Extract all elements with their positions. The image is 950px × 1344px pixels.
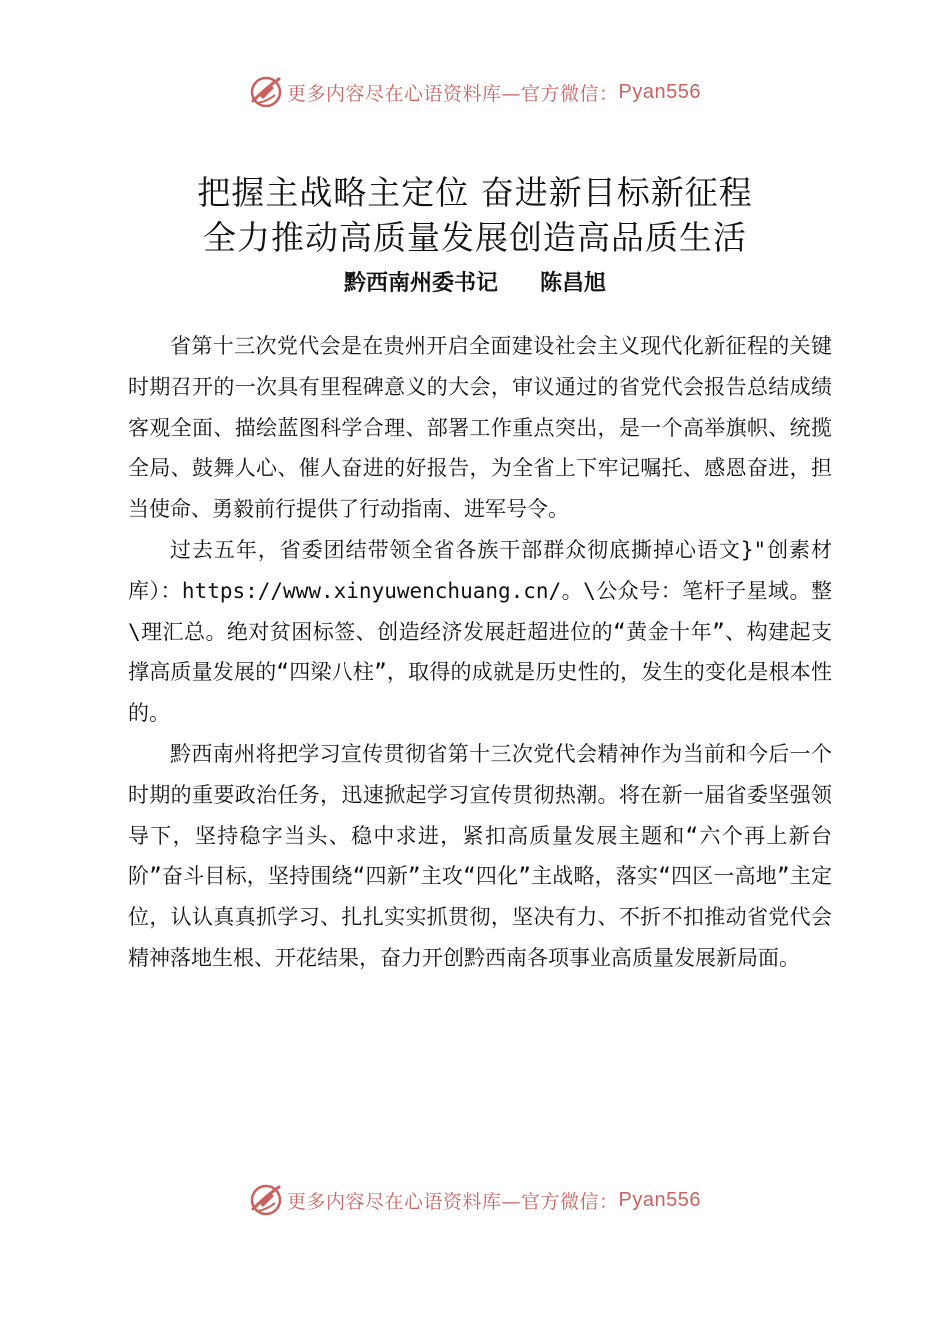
banner-wechat-id: Pyan556 (618, 1188, 701, 1211)
title-line-2: 全力推动高质量发展创造高品质生活 (203, 218, 747, 257)
byline (0, 266, 950, 297)
paragraph: 黔西南州将把学习宣传贯彻省第十三次党代会精神作为当前和今后一个时期的重要政治任务，迅速掀起学习宣传贯彻热潮。将在新一届省委坚强领导下，坚持稳字当头、稳中求进，紧扣高质量发展主题和“六个再上新台阶”奋斗目标，坚持围绕“四新”主攻“四化”主战略，落实“四区一高地”主定位，认认真真抓学习、扎扎实实抓贯彻，坚决有力、不折不扣推动省党代会 精神落地生根、开花结果，奋力开创黔西南各项事业高质量发展新局面。 (128, 741, 832, 970)
author-position: 黔西南州委书记 (343, 271, 498, 296)
banner-text: 更多内容尽在心语资料库—官方微信： (287, 82, 619, 105)
article-body (128, 326, 832, 979)
pen-logo-icon (249, 75, 283, 109)
banner-wechat-id: Pyan556 (618, 80, 701, 103)
title-line-1: 把握主战略主定位 奋进新目标新征程 (197, 173, 753, 212)
author-name: 陈昌旭 (540, 271, 607, 296)
banner-text: 更多内容尽在心语资料库—官方微信： (287, 1190, 619, 1213)
header-banner (0, 72, 950, 112)
footer-banner (0, 1180, 950, 1220)
pen-logo-icon (249, 1183, 283, 1217)
paragraph: 过去五年，省委团结带领全省各族干部群众彻底撕掉心语文}"创素材库）：https://www.xinyuwenchuang.cn/。\公众号：笔杆子星域。整\理汇总。绝对贫困标签、创造经济发展赶超进位的“黄金十年”、构建起支撑高质量发展的“四梁八柱”，取得的成就是历史性的，发生的变化是根本性的。 (128, 537, 832, 726)
paragraph: 省第十三次党代会是在贵州开启全面建设社会主义现代化新征程的关键时期召开的一次具有里程碑意义的大会，审议通过的省党代会报告总结成绩客观全面、描绘蓝图科学合理、部署工作重点突出，是一个高举旗帜、统揽全局、鼓舞人心、催人奋进的好报告，为全省上下牢记嘱托、感恩奋进，担当使命、勇毅前行提供了行动指南、进军号令。 (128, 334, 832, 522)
